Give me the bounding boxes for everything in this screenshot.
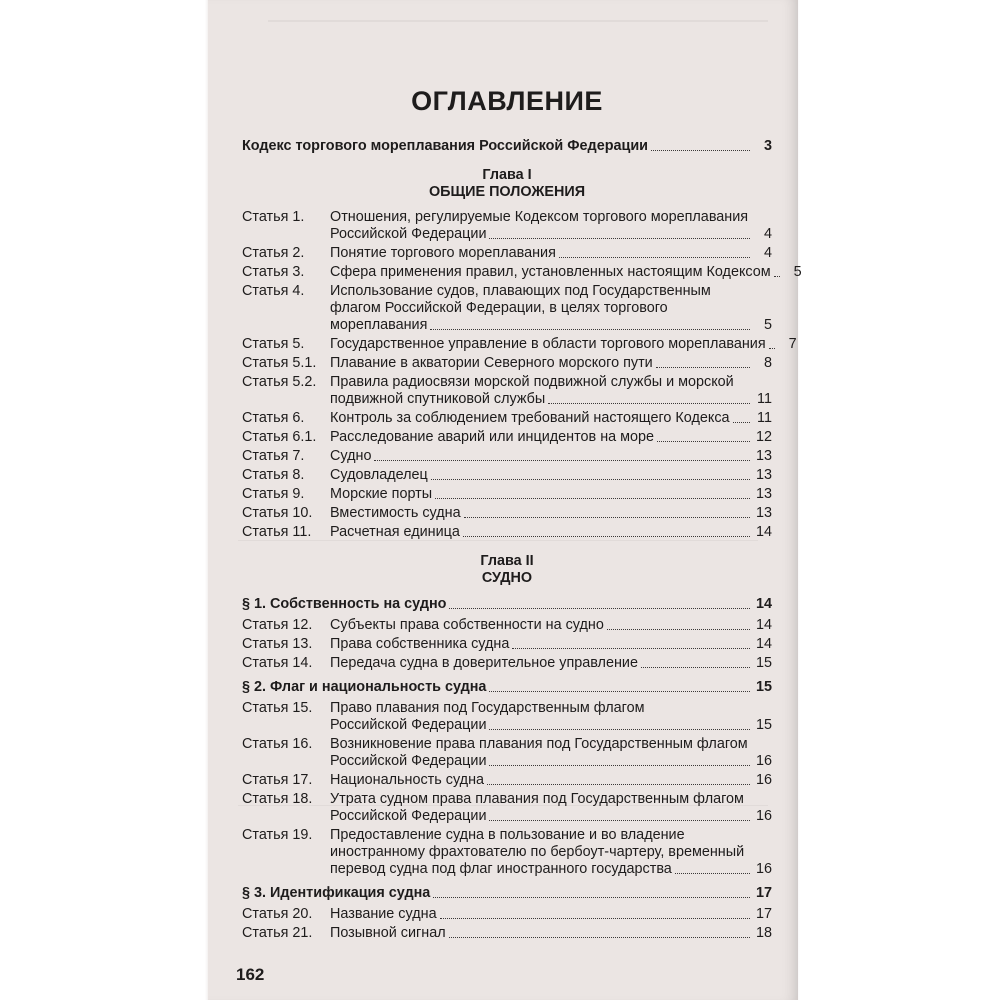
dot-leader [651,150,750,151]
section-page-number: 15 [755,679,772,695]
toc-entry [242,772,772,789]
dot-leader [435,498,750,499]
article-number: Статья 16. [242,736,313,752]
toc-entry [242,209,772,243]
article-title-text: Право плавания под Государственным флагом [330,700,645,716]
article-title-line [330,410,772,427]
dot-leader [464,517,750,518]
article-number: Статья 6.1. [242,429,317,445]
article-page-number: 13 [755,448,772,464]
article-page-number: 4 [763,226,772,242]
article-title-line [330,226,772,243]
toc-entry [242,791,772,825]
article-number: Статья 17. [242,772,313,788]
toc-entry [242,827,772,878]
article-title [330,700,772,734]
article-number: Статья 18. [242,791,313,807]
article-number: Статья 13. [242,636,313,652]
article-title-line [330,391,772,408]
article-number: Статья 8. [242,467,305,483]
article-title-text: Права собственника судна [330,636,510,652]
article-title [330,772,772,789]
article-title-text: Использование судов, плавающих под Государственным [330,283,711,299]
article-number: Статья 12. [242,617,313,633]
article-number: Статья 11. [242,524,312,540]
article-title-text: Государственное управление в области торгового мореплавания [330,336,766,352]
section-heading [242,884,772,902]
article-title [330,467,772,484]
dot-leader [675,873,750,874]
article-number: Статья 21. [242,925,313,941]
article-title-text: Судовладелец [330,467,428,483]
article-page-number: 8 [763,355,772,371]
article-title-line [330,617,772,634]
article-page-number: 16 [755,808,772,824]
dot-leader [449,937,750,938]
chapter-label: Глава I [482,167,532,183]
article-title-line [330,772,772,789]
dot-leader [657,441,750,442]
article-page-number: 17 [755,906,772,922]
article-title [330,486,772,503]
article-title-text: Расследование аварий или инцидентов на море [330,429,655,445]
article-title [330,336,797,353]
dot-leader [489,691,750,692]
article-page-number: 14 [755,617,772,633]
article-title-text: мореплавания [330,317,428,333]
section-title: § 1. Собственность на судно [242,596,447,612]
dot-leader [641,667,750,668]
article-title-text: Позывной сигнал [330,925,446,941]
article-title-line [330,336,797,353]
article-title-text: Расчетная единица [330,524,460,540]
toc-entry [242,410,772,427]
article-title-line [330,245,772,262]
article-title-text: Утрата судном права плавания под Государственным флагом [330,791,744,807]
article-title-line [330,524,772,541]
dot-leader [607,629,750,630]
article-title [330,736,772,770]
article-title-line [330,906,772,923]
article-number: Статья 3. [242,264,305,280]
article-title [330,636,772,653]
article-title [330,448,772,465]
article-number: Статья 5.2. [242,374,317,390]
page-number-footer: 162 [236,965,265,984]
article-title [330,374,772,408]
article-title-text: подвижной спутниковой службы [330,391,546,407]
table-of-contents [242,86,802,944]
dot-leader [489,765,750,766]
toc-entry [242,355,772,372]
article-title [330,410,772,427]
dot-leader [440,918,750,919]
article-number: Статья 4. [242,283,305,299]
article-number: Статья 10. [242,505,313,521]
article-title-line [330,283,772,300]
article-title-text: Вместимость судна [330,505,461,521]
article-title-text: Контроль за соблюдением требований настоящего Кодекса [330,410,730,426]
article-page-number: 16 [755,861,772,877]
chapter-list [242,167,802,942]
lead-text: Кодекс торгового мореплавания Российской Федерации [242,138,649,154]
article-page-number: 12 [755,429,772,445]
dot-leader [512,648,750,649]
article-title [330,355,772,372]
dot-leader [374,460,750,461]
dot-leader [656,367,750,368]
article-title [330,906,772,923]
section-heading [242,678,772,696]
article-title [330,264,802,281]
article-page-number: 5 [763,317,772,333]
article-number: Статья 14. [242,655,313,671]
dot-leader [489,238,750,239]
toc-entry [242,700,772,734]
article-title-line [330,655,772,672]
article-page-number: 13 [755,505,772,521]
article-page-number: 14 [755,524,772,540]
dot-leader [548,403,750,404]
article-title-line [330,448,772,465]
chapter-title: ОБЩИЕ ПОЛОЖЕНИЯ [428,184,586,200]
article-title-text: Сфера применения правил, установленных настоящим Кодексом [330,264,771,280]
section-title: § 3. Идентификация судна [242,885,431,901]
article-title-line [330,300,772,317]
toc-entry [242,264,802,281]
dot-leader [430,329,750,330]
article-title-line [330,486,772,503]
article-title-line [330,700,772,717]
article-number: Статья 9. [242,486,305,502]
article-page-number: 7 [788,336,797,352]
article-number: Статья 7. [242,448,305,464]
article-title [330,245,772,262]
article-title-text: Отношения, регулируемые Кодексом торгового мореплавания [330,209,749,225]
article-page-number: 15 [755,717,772,733]
article-title [330,791,772,825]
toc-entry [242,336,797,353]
article-page-number: 15 [755,655,772,671]
toc-entry [242,429,772,446]
dot-leader [489,820,750,821]
article-title-text: Возникновение права плавания под Государственным флагом [330,736,748,752]
toc-entry [242,906,772,923]
article-page-number: 4 [763,245,772,261]
article-number: Статья 5.1. [242,355,317,371]
dot-leader [463,536,750,537]
article-number: Статья 20. [242,906,313,922]
article-title-line [330,317,772,334]
article-title-line [330,209,772,226]
article-title [330,283,772,334]
article-title-text: Судно [330,448,372,464]
article-title-text: Название судна [330,906,437,922]
article-page-number: 11 [757,410,772,426]
toc-title: ОГЛАВЛЕНИЕ [411,86,603,116]
article-title [330,617,772,634]
article-title [330,827,772,878]
article-page-number: 16 [755,772,772,788]
article-page-number: 14 [755,636,772,652]
article-number: Статья 15. [242,700,313,716]
article-title-text: Передача судна в доверительное управление [330,655,638,671]
article-title-line [330,264,802,281]
article-title-line [330,467,772,484]
article-title-text: Субъекты права собственности на судно [330,617,604,633]
dot-leader [449,608,750,609]
article-title-text: Российской Федерации [330,808,487,824]
article-title-line [330,505,772,522]
chapter-label: Глава II [480,553,534,569]
article-title-text: Плавание в акватории Северного морского пути [330,355,653,371]
article-title [330,524,772,541]
article-title [330,925,772,942]
dot-leader [487,784,750,785]
toc-entry [242,283,772,334]
lead-page-number: 3 [763,138,772,154]
article-title-line [330,753,772,770]
dot-leader [433,897,750,898]
article-title-line [330,844,772,861]
article-title-line [330,429,772,446]
toc-entry [242,617,772,634]
toc-entry [242,374,772,408]
article-title-text: Правила радиосвязи морской подвижной службы и морской [330,374,734,390]
article-page-number: 18 [755,925,772,941]
section-page-number: 14 [755,596,772,612]
article-title-text: Понятие торгового мореплавания [330,245,556,261]
article-title-line [330,355,772,372]
toc-entry [242,486,772,503]
article-title-text: Российской Федерации [330,717,487,733]
dot-leader [769,348,775,349]
article-title-text: флагом Российской Федерации, в целях торгового [330,300,668,316]
toc-lead-entry [242,137,772,155]
toc-entry [242,636,772,653]
article-title-text: Российской Федерации [330,753,487,769]
article-number: Статья 2. [242,245,305,261]
article-number: Статья 1. [242,209,305,225]
article-title-text: Предоставление судна в пользование и во владение [330,827,685,843]
toc-entry [242,505,772,522]
article-title-text: иностранному фрахтователю по бербоут-чартеру, временный [330,844,745,860]
dot-leader [559,257,750,258]
toc-entry [242,524,772,541]
article-title [330,505,772,522]
article-title-text: Морские порты [330,486,433,502]
dot-leader [489,729,750,730]
article-title-line [330,717,772,734]
article-title [330,429,772,446]
section-title: § 2. Флаг и национальность судна [242,679,487,695]
chapter-heading [242,553,772,587]
toc-entry [242,655,772,672]
toc-entry [242,736,772,770]
article-title-line [330,827,772,844]
article-title [330,209,772,243]
article-page-number: 13 [755,467,772,483]
dot-leader [774,276,780,277]
article-title-line [330,808,772,825]
article-title-text: Российской Федерации [330,226,487,242]
article-title-line [330,374,772,391]
article-title-line [330,925,772,942]
section-page-number: 17 [755,885,772,901]
article-title-line [330,736,772,753]
article-title-line [330,791,772,808]
article-title-line [330,861,772,878]
chapter-heading [242,167,772,201]
toc-entry [242,467,772,484]
article-number: Статья 19. [242,827,313,843]
article-title-text: Национальность судна [330,772,485,788]
article-page-number: 5 [793,264,802,280]
dot-leader [431,479,750,480]
article-title-text: перевод судна под флаг иностранного государства [330,861,672,877]
toc-entry [242,448,772,465]
article-number: Статья 6. [242,410,305,426]
article-title [330,655,772,672]
article-page-number: 13 [755,486,772,502]
article-title-line [330,636,772,653]
toc-entry [242,925,772,942]
toc-entry [242,245,772,262]
dot-leader [733,422,750,423]
article-page-number: 11 [757,391,772,407]
chapter-title: СУДНО [481,570,533,586]
section-heading [242,595,772,613]
article-number: Статья 5. [242,336,305,352]
article-page-number: 16 [755,753,772,769]
